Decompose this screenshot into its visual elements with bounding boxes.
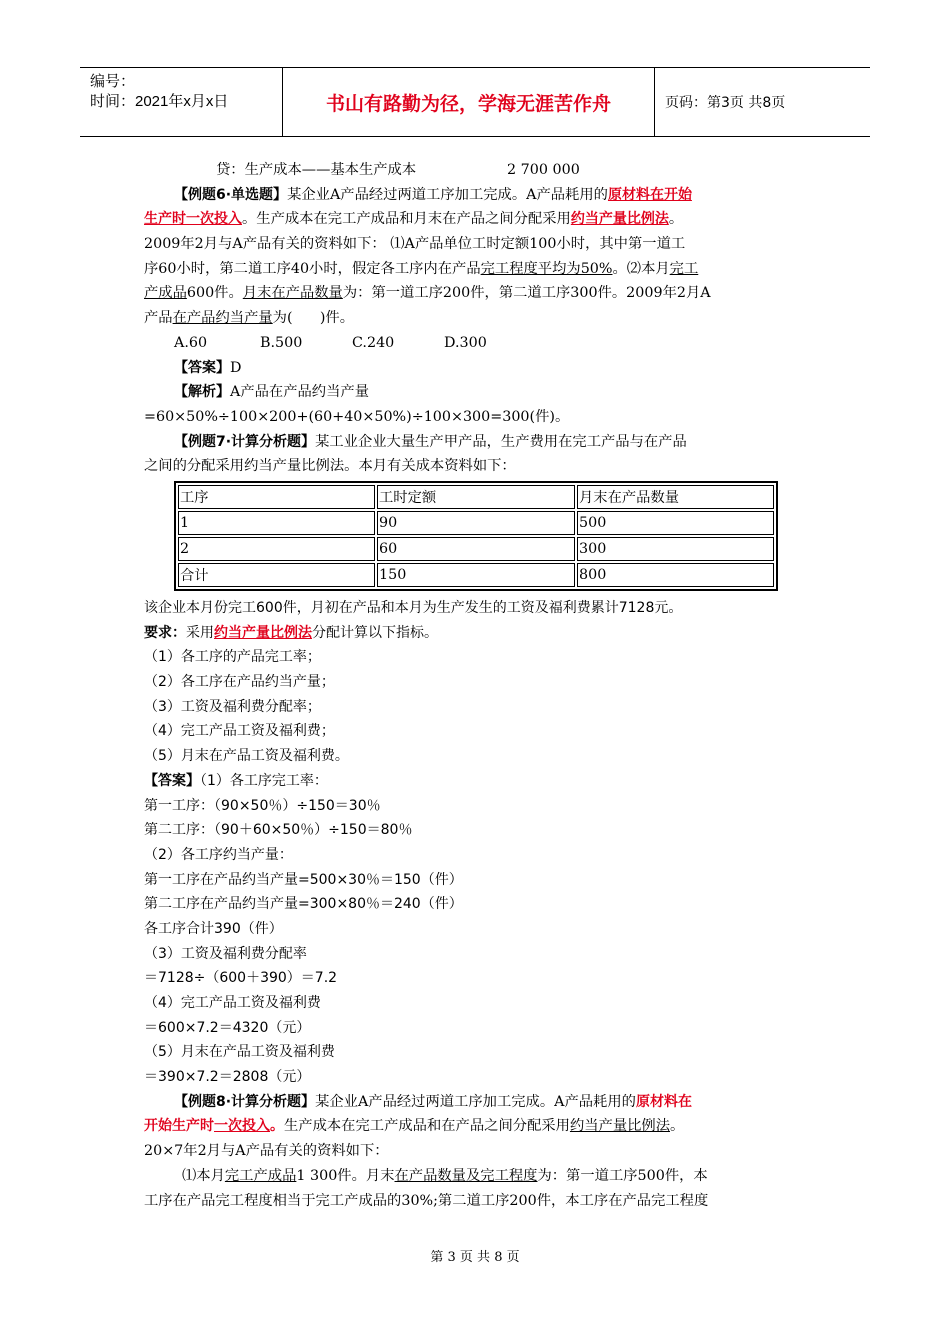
underlined-text: 约当产量比例法 bbox=[569, 1118, 671, 1135]
page-footer: 第 3 页 共 8 页 bbox=[430, 1250, 520, 1265]
table-cell: 500 bbox=[577, 511, 774, 535]
answer-line: 第二工序在产品约当产量=300×80％＝240（件） bbox=[144, 896, 463, 913]
text: A产品在产品约当产量 bbox=[230, 384, 369, 401]
text: 序60小时，第二道工序40小时，假定各工序内在产品 bbox=[144, 260, 481, 277]
table-cell: 90 bbox=[377, 511, 575, 535]
table-cell: 1 bbox=[178, 511, 375, 535]
table-cell: 合计 bbox=[178, 563, 375, 587]
answer-line: （2）各工序约当产量： bbox=[144, 846, 293, 863]
answer-line: （5）月末在产品工资及福利费 bbox=[144, 1044, 335, 1061]
underlined-text: 在产品数量及完工程度 bbox=[394, 1167, 538, 1184]
text: 。生产成本在完工产成品和月末在产品之间分配采用 bbox=[242, 211, 571, 228]
answer-line: （3）工资及福利费分配率 bbox=[144, 945, 307, 962]
header-motto: 书山有路勤为径，学海无涯苦作舟 bbox=[325, 92, 611, 115]
text: 600件。 bbox=[186, 285, 243, 302]
header-divider bbox=[654, 68, 655, 136]
question-item: （5）月末在产品工资及福利费。 bbox=[144, 748, 349, 765]
example8-line2 bbox=[144, 1114, 824, 1139]
table-cell: 60 bbox=[377, 537, 575, 561]
example6-line4 bbox=[144, 257, 808, 282]
underlined-text: 在产品约当产量 bbox=[172, 310, 273, 327]
text: 。 bbox=[668, 211, 684, 228]
option-a: A.60 bbox=[174, 334, 208, 351]
example8-line4 bbox=[144, 1164, 824, 1189]
example6-line6 bbox=[144, 306, 808, 331]
credit-line: 贷：生产成本——基本生产成本 2 700 000 bbox=[216, 162, 580, 178]
answer-line: 第一工序：（90×50％）÷150＝30％ bbox=[144, 797, 381, 814]
example6-line5 bbox=[144, 281, 808, 306]
text: 产品 bbox=[144, 310, 173, 327]
answer-line: ＝600×7.2＝4320（元） bbox=[144, 1019, 311, 1036]
option-b: B.500 bbox=[260, 334, 303, 351]
requirement-tag: 要求： bbox=[144, 624, 186, 641]
underlined-text: 月末在产品数量 bbox=[242, 285, 343, 302]
question-item: （1）各工序的产品完工率； bbox=[144, 649, 321, 666]
text: 某企业A产品经过两道工序加工完成。A产品耗用的 bbox=[315, 1093, 636, 1110]
answer-heading bbox=[144, 769, 824, 794]
table-row bbox=[178, 563, 774, 587]
example6-line3: 2009年2月与A产品有关的资料如下： ⑴A产品单位工时定额100小时，其中第一道工 bbox=[144, 236, 686, 253]
example6-line2 bbox=[144, 207, 808, 232]
answer-line: 第二工序：（90＋60×50％）÷150＝80％ bbox=[144, 822, 413, 839]
option-c: C.240 bbox=[352, 334, 395, 351]
table-header-cell: 工序 bbox=[178, 485, 375, 509]
example6-line1 bbox=[144, 183, 808, 208]
answer-line: ＝390×7.2＝2808（元） bbox=[144, 1069, 311, 1086]
answer-line: 第一工序在产品约当产量=500×30％＝150（件） bbox=[144, 871, 463, 888]
table-row bbox=[178, 537, 774, 561]
example8-line5: 工序在产品完工程度相当于完工产成品的30%;第二道工序200件，本工序在产品完工程度 bbox=[144, 1192, 709, 1209]
example6-tag: 【例题6·单选题】 bbox=[174, 186, 288, 203]
example8-line1 bbox=[144, 1090, 824, 1115]
answer-value: D bbox=[230, 359, 242, 376]
explanation-formula: =60×50%÷100×200+(60+40×50%)÷100×300=300(件)。 bbox=[144, 408, 570, 425]
options-line bbox=[144, 331, 808, 356]
text: 某工业企业大量生产甲产品，生产费用在完工产品与在产品 bbox=[315, 433, 687, 450]
example8-line3: 20×7年2月与A产品有关的资料如下： bbox=[144, 1143, 389, 1160]
example8-tag: 【例题8·计算分析题】 bbox=[174, 1093, 316, 1110]
header-left bbox=[90, 72, 228, 112]
answer-line bbox=[144, 356, 808, 381]
text: 为：第一道工序200件，第二道工序300件。2009年2月A bbox=[342, 285, 711, 302]
number-label: 编号： bbox=[90, 73, 136, 90]
text: （1）各工序完工率： bbox=[200, 772, 328, 789]
text: 1 300件。月末 bbox=[296, 1167, 395, 1184]
answer-line: ＝7128÷（600＋390）＝7.2 bbox=[144, 970, 338, 987]
highlight-text: 约当产量比例法 bbox=[570, 211, 669, 228]
text: ⑴本月 bbox=[182, 1167, 225, 1184]
text: 生产成本在完工产成品和在产品之间分配采用 bbox=[284, 1118, 570, 1135]
text-line: 该企业本月份完工600件，月初在产品和本月为生产发生的工资及福利费累计7128元。 bbox=[144, 600, 683, 616]
example7-line2: 之间的分配采用约当产量比例法。本月有关成本资料如下： bbox=[144, 458, 516, 475]
document-body bbox=[144, 158, 808, 479]
table-cell: 300 bbox=[577, 537, 774, 561]
question-item: （3）工资及福利费分配率； bbox=[144, 698, 321, 715]
highlight-text: 原材料在 bbox=[635, 1093, 692, 1110]
explanation-line bbox=[144, 380, 808, 405]
answer-section bbox=[144, 596, 824, 1213]
question-item: （4）完工产品工资及福利费； bbox=[144, 723, 335, 740]
text: 为：第一道工序500件，本 bbox=[537, 1167, 708, 1184]
table-header-row bbox=[178, 485, 774, 509]
requirement-line bbox=[144, 621, 824, 646]
answer-tag: 【答案】 bbox=[144, 772, 200, 789]
table-cell: 800 bbox=[577, 563, 774, 587]
table-cell: 2 bbox=[178, 537, 375, 561]
answer-line: （4）完工产品工资及福利费 bbox=[144, 995, 321, 1011]
underlined-text: 完工 bbox=[669, 260, 699, 277]
answer-tag: 【答案】 bbox=[174, 359, 230, 376]
table-header-cell: 工时定额 bbox=[377, 485, 575, 509]
underlined-text: 完工产成品 bbox=[224, 1167, 297, 1184]
text: 分配计算以下指标。 bbox=[312, 624, 438, 641]
date-line: 时间：2021年x月x日 bbox=[90, 93, 229, 110]
text: 。 bbox=[670, 1118, 685, 1135]
highlight-text: 约当产量比例法 bbox=[214, 624, 312, 641]
header-page-info: 页码：第3页 共8页 bbox=[665, 95, 786, 111]
data-table bbox=[174, 481, 778, 591]
explanation-tag: 【解析】 bbox=[174, 384, 230, 401]
text: 。⑵本月 bbox=[612, 260, 670, 277]
highlight-text: 生产时一次投入 bbox=[144, 211, 242, 228]
highlight-text: 开始生产时 bbox=[144, 1118, 214, 1135]
table-cell: 150 bbox=[377, 563, 575, 587]
highlight-text: 。 bbox=[270, 1118, 284, 1135]
table-row bbox=[178, 511, 774, 535]
table-header-cell: 月末在产品数量 bbox=[577, 485, 774, 509]
page-header bbox=[80, 67, 870, 137]
highlight-text: 一次投入 bbox=[214, 1118, 270, 1135]
text: 某企业A产品经过两道工序加工完成。A产品耗用的 bbox=[287, 186, 608, 203]
text: 为( )件。 bbox=[272, 310, 354, 327]
answer-line: 各工序合计390（件） bbox=[144, 920, 283, 937]
example7-tag: 【例题7·计算分析题】 bbox=[174, 433, 316, 450]
underlined-text: 产成品 bbox=[144, 285, 187, 302]
text: 采用 bbox=[186, 624, 214, 641]
option-d: D.300 bbox=[444, 334, 487, 351]
highlight-text: 原材料在开始 bbox=[607, 186, 692, 203]
underlined-text: 完工程度平均为50% bbox=[480, 260, 613, 277]
question-item: （2）各工序在产品约当产量； bbox=[144, 674, 335, 691]
example7-line1 bbox=[144, 430, 808, 455]
